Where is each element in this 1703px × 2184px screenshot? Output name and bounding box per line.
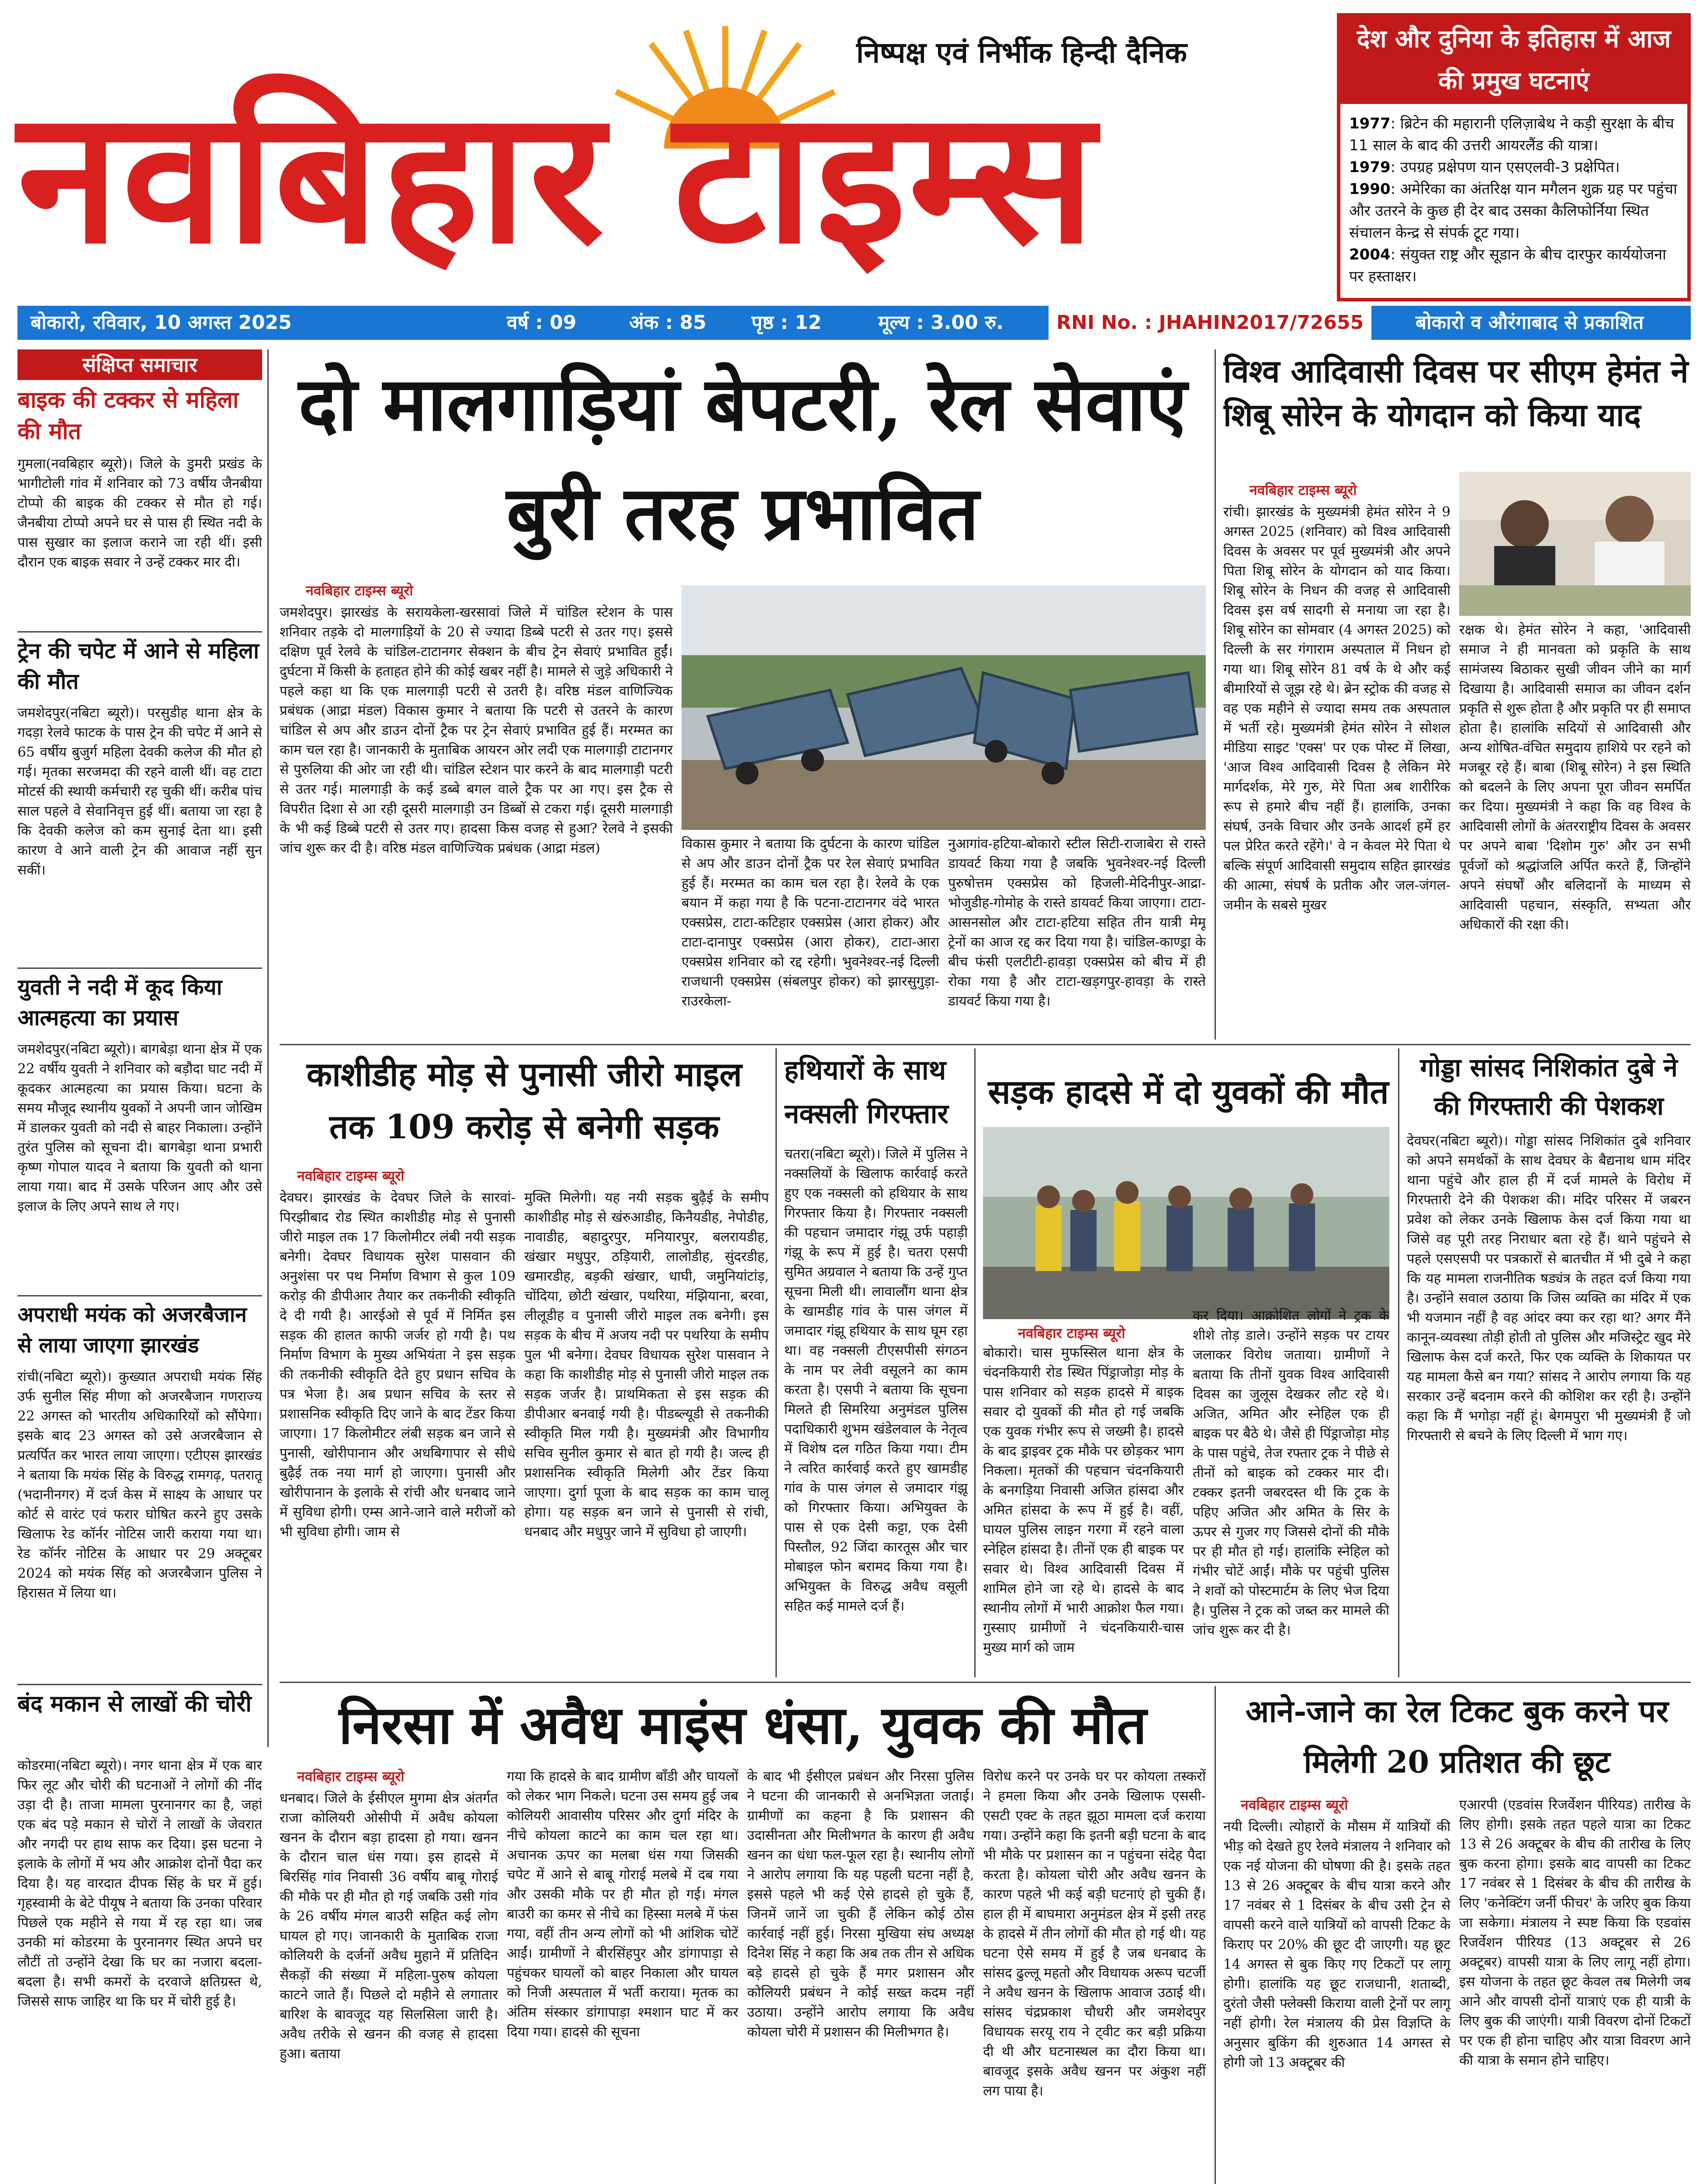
nirsa-headline: निरसा में अवैध माइंस धंसा, युवक की मौत	[339, 1694, 1147, 1756]
brief-1-body: गुमला(नवबिहार ब्यूरो)। जिले के डुमरी प्रखंड के भागीटोली गांव में शनिवार को 73 वर्षीय जैनबीया टोप्पो की बाइक की टक्कर से मौत हो गई। जैनबीया टोप्पो अपने घर से पास ही स्थित नदी के पास सुखार का इलाज कराने जा रही थीं। इसी दौरान एक बाइक सवार ने उन्हें टक्कर मार दी।	[17, 456, 262, 570]
accident-photo	[983, 1127, 1389, 1319]
masthead-logo: नवबिहार टाइम्स	[17, 69, 1098, 284]
brief-3-headline: युवती ने नदी में कूद किया आत्महत्या का प्रयास	[17, 974, 222, 1030]
rni-number: RNI No. : JHAHIN2017/72655	[1049, 306, 1371, 340]
nirsa-body: धनबाद। जिले के ईसीएल मुगमा क्षेत्र अंतर्गत राजा कोलियरी ओसीपी में अवैध कोयला खनन के दौरान बड़ा हादसा हो गया। खनन के दौरान चाल धंस गया। इस हादसे में बिरसिंह गांव निवासी 36 वर्षीय बाबू गोराई की मौके पर ही मौत हो गई जबकि उसी गांव के 26 वर्षीय मंगल बाउरी सहित कई लोग घायल हो गए। जानकारी के मुताबिक राजा कोलियरी के दर्जनों अवैध मुहाने में प्रतिदिन सैकड़ों की संख्या में महिला-पुरुष कोयला काटने जाते हैं। पिछले दो महीने से लगातार बारिश के बावजूद यह सिलसिला जारी है। अवैध तरीके से खनन की वजह से हादसा हुआ। बताया	[280, 1790, 498, 2062]
cm-photo	[1459, 472, 1691, 616]
lead-byline: नवबिहार टाइम्स ब्यूरो	[306, 582, 413, 599]
train-byline: नवबिहार टाइम्स ब्यूरो	[1241, 1797, 1348, 1813]
brief-4-headline: अपराधी मयंक को अजरबैजान से लाया जाएगा झारखंड	[17, 1303, 247, 1358]
history-item: 2004: संयुक्त राष्ट्र और सूडान के बीच दारफुर कार्ययोजना पर हस्ताक्षर।	[1349, 246, 1666, 285]
brief-news-title: संक्षिप्त समाचार	[17, 349, 262, 380]
brief-2-body: जमशेदपुर(नबिटा ब्यूरो)। परसुडीह थाना क्षेत्र के गदड़ा रेलवे फाटक के पास ट्रेन की चपेट में आने से 65 वर्षीय बुजुर्ग महिला देवकी कलेज की मौत हो गई। मृतका सरजमदा की रहने वाली थीं। वह टाटा मोटर्स की स्थायी कर्मचारी रह चुकी थीं। करीब पांच साल पहले वे सेवानिवृत्त हुई थीं। बताया जा रहा है कि देवकी कलेज को कम सुनाई देता था। इसी कारण वे आने वाली ट्रेन की आवाज नहीं सुन सकीं।	[17, 705, 262, 878]
hemant-headline: विश्व आदिवासी दिवस पर सीएम हेमंत ने शिबू सोरेन के योगदान को किया याद	[1223, 352, 1689, 433]
place-date: बोकारो, रविवार, 10 अगस्त 2025	[31, 311, 292, 334]
brief-3-body: जमशेदपुर(नबिटा ब्यूरो)। बागबेड़ा थाना क्षेत्र में एक 22 वर्षीय युवती ने शनिवार को बड़ौदा घाट नदी में कूदकर आत्महत्या का प्रयास किया। घटना के समय मौजूद स्थानीय युवकों ने अपनी जान जोखिम में डालकर युवती को नदी से बाहर निकाला। उन्होंने तुरंत पुलिस को सूचना दी। बागबेड़ा थाना प्रभारी कृष्ण गोपाल यादव ने बताया कि युवती को थाना लाया गया। बाद में उसके परिजन आए और उसे इलाज के लिए अपने साथ ले गए।	[17, 1041, 262, 1214]
road-body: देवघर। झारखंड के देवघर जिले के सारवां-पिरझीबाद रोड स्थित काशीडीह मोड़ से पुनासी जीरो माइल तक 17 किलोमीटर लंबी नयी सड़क बनेगी। देवघर विधायक सुरेश पासवान की अनुशंसा पर पथ निर्माण विभाग से कुल 109 करोड़ की डीपीआर तैयार कर तकनीकी स्वीकृति दे दी गयी है। आरईओ से पूर्व में निर्मित इस सड़क की हालत काफी जर्जर हो गयी है। पथ निर्माण विभाग के मुख्य अभियंता ने इस सड़क की तकनीकी स्वीकृति देते हुए प्रधान सचिव के पत्र भेजा है। अब प्रधान सचिव के स्तर से प्रशासनिक स्वीकृति दिए जाने के बाद टेंडर किया जाएगा। 17 किलोमीटर लंबी सड़क बन जाने से पुनासी, खोरीपानान और अधबिगापार से सीधे बुढ़ैई तक नया मार्ग हो जाएगा। पुनासी और खोरीपानान के इलाके से रांची और धनबाद जाने में सुविधा होगी। एम्स आने-जाने वाले मरीजों को भी सुविधा होगी। जाम से	[280, 1190, 516, 1540]
accident-headline: सड़क हादसे में दो युवकों की मौत	[988, 1072, 1389, 1111]
train-body: नयी दिल्ली। त्योहारों के मौसम में यात्रियों की भीड़ को देखते हुए रेलवे मंत्रालय ने शनिवार को एक नई योजना की घोषणा की है। इसके तहत 13 से 26 अक्टूबर के बीच यात्रा करने और 17 नवंबर से 1 दिसंबर के बीच उसी ट्रेन से वापसी करने वाले यात्रियों को वापसी टिकट के किराए पर 20% की छूट दी जाएगी। यह छूट 14 अगस्त से बुक किए गए टिकटों पर लागू होगी। हालांकि यह छूट राजधानी, शताब्दी, दुरंतो जैसी फ्लेक्सी किराया वाली ट्रेनों पर लागू नहीं होगी। रेल मंत्रालय की प्रेस विज्ञप्ति के अनुसार बुकिंग की शुरुआत 14 अगस्त से होगी जो 13 अक्टूबर की	[1223, 1819, 1450, 2070]
lead-body-2: विकास कुमार ने बताया कि दुर्घटना के कारण चांडिल से अप और डाउन दोनों ट्रैक पर रेल सेवाएं प्रभावित हुई हैं। मरम्मत का काम चल रहा है। रेलवे के एक बयान में कहा गया है कि पटना-टाटानगर वंदे भारत एक्सप्रेस, टाटा-कटिहार एक्सप्रेस (आरा होकर) और टाटा-दानापुर एक्सप्रेस (आरा होकर), टाटा-आरा एक्सप्रेस शनिवार को रद्द रहेगी। भुवनेश्वर-नई दिल्ली राजधानी एक्सप्रेस (संबलपुर होकर) को झारसुगुड़ा-राउरकेला-	[682, 836, 939, 1009]
nirsa-body-2: गया कि हादसे के बाद ग्रामीण बाँडी और घायलों को लेकर भाग निकले। घटना उस समय हुई जब कोलियरी आवासीय परिसर और दुर्गा मंदिर के नीचे कोयला काटने का काम चल रहा था। अचानक ऊपर का मलबा धंस गया जिसकी चपेट में आने से बाबू गोराई मलबे में दब गया और उसकी मौके पर ही मौत हो गई। मंगल बाउरी का कमर से नीचे का हिस्सा मलबे में फंस गया, वहीं तीन अन्य लोगों को भी आंशिक चोटें आईं। ग्रामीणों ने बीरसिंहपुर और डांगापाड़ा से पहुंचकर घायलों को बाहर निकाला और घायल को निजी अस्पताल में भर्ती कराया। मृतक का अंतिम संस्कार डांगापाड़ा श्मशान घाट में कर दिया गया। हादसे की सूचना	[507, 1769, 738, 2040]
train-body-2: एआरपी (एडवांस रिजर्वेशन पीरियड) तारीख के लिए होगी। इसके तहत पहले यात्रा का टिकट 13 से 26 अक्टूबर के बीच की तारीख के लिए बुक करना होगा। इसके बाद वापसी का टिकट 17 नवंबर से 1 दिसंबर के बीच की तारीख के लिए 'कनेक्टिंग जर्नी फीचर' के जरिए बुक किया जा सकेगा। मंत्रालय ने स्पष्ट किया कि एडवांस रिजर्वेशन पीरियड (13 अक्टूबर से 26 अक्टूबर) वापसी यात्रा के लिए लागू नहीं होगा। इस योजना के तहत छूट केवल तब मिलेगी जब आने और वापसी दोनों यात्राएं एक ही यात्री के लिए बुक की जाएंगी। यात्री विवरण दोनों टिकटों पर एक ही होना चाहिए और यात्रा विवरण आने की यात्रा के समान होने चाहिए।	[1459, 1797, 1691, 2068]
lead-body: जमशेदपुर। झारखंड के सरायकेला-खरसावां जिले में चांडिल स्टेशन के पास शनिवार तड़के दो मालगाड़ियों के 20 से ज्यादा डिब्बे पटरी से उतर गए। इससे दक्षिण पूर्व रेलवे के चांडिल-टाटानगर सेक्शन के बीच ट्रेन सेवाएं प्रभावित हुईं। दुर्घटना में किसी के हताहत होने की कोई खबर नहीं है। मामले से जुड़े अधिकारी ने पहले कहा था कि एक मालगाड़ी पटरी से उतरी है। वरिष्ठ मंडल वाणिज्यिक प्रबंधक (आद्रा मंडल) विकास कुमार ने बताया कि पटरी से उतरने के कारण चांडिल से अप और डाउन दोनों ट्रैक पर ट्रेन सेवाएं प्रभावित हुई हैं। मरम्मत का काम चल रहा है। जानकारी के मुताबिक आयरन ओर लदी एक मालगाड़ी टाटानगर से पुरुलिया की ओर जा रही थी। चांडिल स्टेशन पार करने के बाद मालगाड़ी पटरी से उतर गई। मालगाड़ी के कई डब्बे बगल वाले ट्रैक पर आ गए। इस ट्रैक से विपरीत दिशा से आ रही दूसरी मालगाड़ी उन डिब्बों से टकरा गई। दूसरी मालगाड़ी के भी कई डिब्बे पटरी से उतर गए। हादसा किस वजह से हुआ? रेलवे ने इसकी जांच शुरू कर दी है। वरिष्ठ मंडल वाणिज्यिक प्रबंधक (आद्रा मंडल)	[280, 605, 673, 856]
nirsa-byline: नवबिहार टाइम्स ब्यूरो	[297, 1768, 405, 1785]
road-headline: काशीडीह मोड़ से पुनासी जीरो माइल तक 109 करोड़ से बनेगी सड़क	[306, 1055, 742, 1146]
derailment-photo	[682, 585, 1206, 830]
history-box	[1337, 13, 1691, 301]
accident-body: बोकारो। चास मुफस्सिल थाना क्षेत्र के चंदनकियारी रोड स्थित पिंड्राजोड़ा मोड़ के पास शनिवार को सड़क हादसे में बाइक सवार दो युवकों की मौत हो गई जबकि एक युवक गंभीर रूप से जख्मी है। हादसे के बाद ड्राइवर ट्रक मौके पर छोड़कर भाग निकला। मृतकों की पहचान चंदनकियारी के बनगड़िया निवासी अजित हांसदा और अमित हांसदा के रूप में हुई है। वहीं, घायल पुलिस लाइन गरगा में रहने वाला स्नेहिल हांसदा है। तीनों एक ही बाइक पर सवार थे। विश्व आदिवासी दिवस में शामिल होने जा रहे थे। हादसे के बाद स्थानीय लोगों में भारी आक्रोश फैल गया। गुस्साए ग्रामीणों ने चंदनकियारी-चास मुख्य मार्ग को जाम	[983, 1345, 1184, 1655]
volume-year: वर्ष : 09	[507, 311, 577, 334]
accident-body-2: कर दिया। आक्रोशित लोगों ने ट्रक के शीशे तोड़ डाले। उन्होंने सड़क पर टायर जलाकर विरोध जताया। ग्रामीणों ने बताया कि तीनों युवक विश्व आदिवासी दिवस का जुलूस देखकर लौट रहे थे। अजित, अमित और स्नेहिल एक ही बाइक पर बैठे थे। जैसे ही पिंड्राजोड़ा मोड़ के पास पहुंचे, तेज रफ्तार ट्रक ने पीछे से तीनों को बाइक को टक्कर मार दी। टक्कर इतनी जबरदस्त थी कि ट्रक के पहिए अजित और अमित के सिर के ऊपर से गुजर गए जिससे दोनों की मौके पर ही मौत हो गई। हालांकि स्नेहिल को गंभीर चोटें आईं। मौके पर पहुंची पुलिस ने शवों को पोस्टमार्टम के लिए भेज दिया है। पुलिस ने ट्रक को जब्त कर मामले की जांच शुरू कर दी है।	[1193, 1308, 1389, 1638]
brief-5-headline: बंद मकान से लाखों की चोरी	[17, 1690, 252, 1717]
masthead-tagline: निष्पक्ष एवं निर्भीक हिन्दी दैनिक	[856, 35, 1187, 69]
info-bar	[17, 306, 1691, 340]
accident-byline: नवबिहार टाइम्स ब्यूरो	[1018, 1325, 1125, 1341]
road-body-2: मुक्ति मिलेगी। यह नयी सड़क बुढ़ैई के समीप काशीडीह मोड़ से खंरुआडीह, किनैयडीह, नेपोडीह, नावाडीह, बहादुरपुर, मनियारपुर, बलरायडीह, खंखार मधुपुर, ठड़ियारी, लालोडीह, सुंदरडीह, खमारडीह, बड़की खंखार, धाघी, जमुनियांटांड़, चोंदिया, छोटी खंखार, पथरिया, मंझियाना, बरवा, लीलूडीह व पुनासी जीरो माइल तक बनेगी। इस सड़क के बीच में अजय नदी पर पथरिया के समीप पुल भी बनेगा। देवघर विधायक सुरेश पासवान ने कहा कि काशीडीह मोड़ से पुनासी जीरो माइल तक सड़क जर्जर है। प्राथमिकता से इस सड़क की डीपीआर बनवाई गयी है। पीडब्ल्यूडी से तकनीकी स्वीकृति मिल गयी है। मुख्यमंत्री और विभागीय सचिव सुनील कुमार से बात हो गयी है। जल्द ही प्रशासनिक स्वीकृति मिलेगी और टेंडर किया जाएगा। दुर्गा पूजा के बाद सड़क का काम चालू होगा। यह सड़क बन जाने से पुनासी से रांची, धनबाद और मधुपुर जाने में सुविधा हो जाएगी।	[524, 1190, 769, 1540]
page-count: पृष्ठ : 12	[751, 311, 822, 334]
edition-info: बोकारो व औरंगाबाद से प्रकाशित	[1416, 311, 1644, 334]
brief-2-headline: ट्रेन की चपेट में आने से महिला की मौत	[17, 638, 259, 694]
history-title: देश और दुनिया के इतिहास में आज की प्रमुख घटनाएं	[1340, 17, 1687, 104]
history-list	[1349, 113, 1680, 294]
lead-headline: दो मालगाड़ियां बेपटरी, रेल सेवाएं बुरी तरह प्रभावित	[298, 360, 1187, 557]
brief-4-body: रांची(नबिटा ब्यूरो)। कुख्यात अपराधी मयंक सिंह उर्फ सुनील सिंह मीणा को अजरबैजान गणराज्य 22 अगस्त को भारतीय अधिकारियों को सौंपेगा। इसके बाद 23 अगस्त को उसे अजरबैजान से प्रत्यर्पित कर भारत लाया जाएगा। एटीएस झारखंड ने बताया कि मयंक सिंह के विरुद्ध रामगढ़, पतरातू (भदानीनगर) में दर्ज केस में साक्ष्य के आधार पर कोर्ट से वारंट एवं फरार घोषित करने हुए उसके खिलाफ रेड कॉर्नर नोटिस जारी कराया गया था। रेड कॉर्नर नोटिस के आधार पर 29 अक्टूबर 2024 को मयंक सिंह को अजरबैजान पुलिस ने हिरासत में लिया था।	[17, 1369, 262, 1601]
history-item: 1990: अमेरिका का अंतरिक्ष यान मगैलन शुक्र ग्रह पर पहुंचा और उतरने के कुछ ही देर बाद उसका कैलिफोर्निया स्थित संचालन केन्द्र से संपर्क टूट गया।	[1349, 180, 1677, 242]
brief-5-body: कोडरमा(नबिटा ब्यूरो)। नगर थाना क्षेत्र में एक बार फिर लूट और चोरी की घटनाओं ने लोगों की नींद उड़ा दी है। ताजा मामला पुरनानगर का है, जहां एक बंद पड़े मकान से चोरों ने लाखों के जेवरात और नगदी पर हाथ साफ कर दिया। इस घटना ने इलाके के लोगों में भय और आक्रोश दोनों पैदा कर दिया है। यह वारदात दीपक सिंह के घर में हुई। गृहस्वामी के बेटे पीयूष ने बताया कि उनका परिवार पिछले एक महीने से गया में रह रहा था। जब उनकी मां कोडरमा के पुरनानगर स्थित अपने घर लौटीं तो उन्होंने देखा कि घर का नजारा बदला-बदला है। सभी कमरों के दरवाजे क्षतिग्रस्त थे, जिससे साफ जाहिर था कि घर में चोरी हुई है।	[17, 1758, 262, 2009]
lead-body-3: नुआगांव-हटिया-बोकारो स्टील सिटी-राजाबेरा से रास्ते डायवर्ट किया गया है जबकि भुवनेश्वर-नई दिल्ली पुरुषोत्तम एक्सप्रेस को हिजली-मेदिनीपुर-आद्रा-भोजुडीह-गोमोह के रास्ते डायवर्ट किया जाएगा। टाटा-आसनसोल और टाटा-हटिया सहित तीन यात्री मेमू ट्रेनों का आज रद्द कर दिया गया है। चांडिल-काण्ड्रा के बीच फंसी एलटीटी-हावड़ा एक्सप्रेस को बीच में ही रोका गया है और टाटा-खड़गपुर-हावड़ा के रास्ते डायवर्ट किया गया है।	[948, 836, 1206, 1009]
mp-headline: गोड्डा सांसद निशिकांत दुबे ने की गिरफ्तारी की पेशकश	[1420, 1053, 1678, 1121]
nirsa-body-4: विरोध करने पर उनके घर पर कोयला तस्करों ने हमला किया और उनके खिलाफ एससी-एसटी एक्ट के तहत झूठा मामला दर्ज कराया गया। उन्होंने कहा कि इतनी बड़ी घटना के बाद भी मौके पर प्रशासन का न पहुंचना संदेह पैदा करता है। कोयला चोरी और अवैध खनन के कारण पहले भी कई बड़ी घटनाएं हो चुकी हैं। हाल ही में बाघमारा अनुमंडल क्षेत्र में इसी तरह के हादसे में तीन लोगों की मौत हो गई थी। यह घटना ऐसे समय में हुई है जब धनबाद के सांसद ढुल्लू महतो और विधायक अरूप चटर्जी ने अवैध खनन के खिलाफ आवाज उठाई थी। सांसद चंद्रप्रकाश चौधरी और जमशेदपुर विधायक सरयू राय ने ट्वीट कर बड़ी प्रक्रिया दी थी और घटनास्थल का दौरा किया था। बावजूद इसके अवैध खनन पर अंकुश नहीं लग पाया है।	[983, 1769, 1206, 2099]
history-item: 1977: ब्रिटेन की महारानी एलिज़ाबेथ ने कड़ी सुरक्षा के बीच 11 साल के बाद की उत्तरी आयरलैंड की यात्रा।	[1349, 115, 1674, 154]
arms-headline: हथियारों के साथ नक्सली गिरफ्तार	[784, 1054, 948, 1130]
hemant-body-2: रक्षक थे। हेमंत सोरेन ने कहा, 'आदिवासी समाज ने ही मानवता को प्रकृति के साथ सामंजस्य बिठाकर सुखी जीवन जीने का मार्ग दिखाया है। आदिवासी समाज का जीवन दर्शन प्रकृति से शुरू होता है और प्रकृति पर ही समाप्त होता है। हालांकि सदियों से आदिवासी और अन्य शोषित-वंचित समुदाय हाशिये पर रहने को मजबूर रहे हैं। बाबा (शिबू सोरेन) ने इस स्थिति को बदलने के लिए अपना पूरा जीवन समर्पित कर दिया। मुख्यमंत्री ने कहा कि वह विश्व के आदिवासी लोगों के अंतरराष्ट्रीय दिवस के अवसर पर अपने बाबा 'दिशोम गुरु' और उन सभी पूर्वजों को श्रद्धांजलि अर्पित करते हैं, जिन्होंने अपने संघर्षों और बलिदानों के माध्यम से आदिवासी पहचान, संस्कृति, सभ्यता और अधिकारों की रक्षा की।	[1459, 622, 1691, 933]
issue-number: अंक : 85	[629, 311, 706, 334]
train-headline: आने-जाने का रेल टिकट बुक करने पर मिलेगी 20 प्रतिशत की छूट	[1245, 1693, 1669, 1780]
hemant-body: रांची। झारखंड के मुख्यमंत्री हेमंत सोरेन ने 9 अगस्त 2025 (शनिवार) को विश्व आदिवासी दिवस के अवसर पर पूर्व मुख्यमंत्री और अपने पिता शिबू सोरेन के योगदान को याद किया। शिबू सोरेन के निधन की वजह से आदिवासी दिवस इस वर्ष सादगी से मनाया जा रहा है। शिबू सोरेन का सोमवार (4 अगस्त 2025) को दिल्ली के सर गंगाराम अस्पताल में निधन हो गया था। शिबू सोरेन 81 वर्ष के थे और कई बीमारियों से जूझ रहे थे। ब्रेन स्ट्रोक की वजह से वह एक महीने से ज्यादा समय तक अस्पताल में भर्ती रहे। मुख्यमंत्री हेमंत सोरेन ने सोशल मीडिया साइट 'एक्स' पर एक पोस्ट में लिखा, 'आज विश्व आदिवासी दिवस है लेकिन मेरे मार्गदर्शक, मेरे गुरु, मेरे पिता अब शारीरिक रूप से हमारे बीच नहीं हैं। हालांकि, उनका संघर्ष, उनके विचार और उनके आदर्श हमें हर पल प्रेरित करते रहेंगे।' वे न केवल मेरे पिता थे बल्कि संपूर्ण आदिवासी समुदाय सहित झारखंड की आत्मा, संघर्ष के प्रतीक और जल-जंगल-जमीन के सबसे मुखर	[1223, 504, 1450, 913]
nirsa-body-3: के बाद भी ईसीएल प्रबंधन और निरसा पुलिस ने घटना की जानकारी से अनभिज्ञता जताई। ग्रामीणों का कहना है कि प्रशासन की उदासीनता और मिलीभगत के कारण ही अवैध खनन का धंधा फल-फूल रहा है। स्थानीय लोगों ने आरोप लगाया कि यह पहली घटना नहीं है, इससे पहले भी कई ऐसे हादसे हो चुके हैं, जिनमें जानें जा चुकी हैं लेकिन कोई ठोस कार्रवाई नहीं हुई। निरसा मुखिया संघ अध्यक्ष दिनेश सिंह ने कहा कि अब तक तीन से अधिक बड़े हादसे हो चुके हैं मगर प्रशासन और कोलियरी प्रबंधन ने कोई सख्त कदम नहीं उठाया। उन्होंने आरोप लगाया कि अवैध कोयला चोरी में प्रशासन की मिलीभगत है।	[747, 1769, 974, 2040]
mp-body: देवघर(नबिटा ब्यूरो)। गोड्डा सांसद निशिकांत दुबे शनिवार को अपने समर्थकों के साथ देवघर के बैद्यनाथ धाम मंदिर थाना पहुंचे और हाल ही में दर्ज मामले के विरोध में गिरफ्तारी देने की पेशकश की। मंदिर परिसर में जबरन प्रवेश को लेकर उनके खिलाफ केस दर्ज किया गया था जिसे वह पूरी तरह निराधार बता रहे हैं। थाने पहुंचने से पहले एसएसपी पर पत्रकारों से बातचीत में भी दुबे ने कहा कि यह मामला राजनीतिक षड्यंत्र के तहत दर्ज किया गया है। उन्होंने सवाल उठाया कि जिस व्यक्ति का मंदिर में एक भी यजमान नहीं है वह आंदर क्या कर रहा था? अगर मैंने कानून-व्यवस्था तोड़ी होती तो पुलिस और मजिस्ट्रेट खुद मेरे खिलाफ केस दर्ज करते, फिर एक व्यक्ति के शिकायत पर यह मामला कैसे बन गया? सांसद ने आरोप लगाया कि यह सरकार उन्हें बदनाम करने की कोशिश कर रही है। उन्होंने कहा कि मैं भगोड़ा नहीं हूं। बेगमपुरा भी मुख्यमंत्री हैं जो गिरफ्तारी से बचने के लिए दिल्ली में भाग गए।	[1407, 1133, 1691, 1444]
brief-1-headline: बाइक की टक्कर से महिला की मौत	[17, 387, 239, 445]
arms-body: चतरा(नबिटा ब्यूरो)। जिले में पुलिस ने नक्सलियों के खिलाफ कार्रवाई करते हुए एक नक्सली को हथियार के साथ गिरफ्तार किया है। गिरफ्तार नक्सली की पहचान जमादार गंझू उर्फ पहाड़ी गंझू के रूप में हुई है। चतरा एसपी सुमित अग्रवाल ने बताया कि उन्हें गुप्त सूचना मिली थी। लावालौंग थाना क्षेत्र के खामडीह गांव के पास जंगल में जमादार गंझू हथियार के साथ घूम रहा था। वह नक्सली टीएसपीसी संगठन के नाम पर लेवी वसूलने का काम करता है। एसपी ने बताया कि सूचना मिलते ही सिमरिया अनुमंडल पुलिस पदाधिकारी शुभम खंडेलवाल के नेतृत्व में विशेष दल गठित किया गया। टीम ने त्वरित कार्रवाई करते हुए खामडीह गांव के पास जंगल से जमादार गंझू को गिरफ्तार किया। अभियुक्त के पास से एक देसी कट्टा, एक देसी पिस्तौल, 92 जिंदा कारतूस और चार मोबाइल फोन बरामद किया गया है। अभियुक्त के विरुद्ध अवैध वसूली सहित कई मामले दर्ज हैं।	[784, 1146, 968, 1614]
price: मूल्य : 3.00 रु.	[878, 311, 1004, 334]
history-item: 1979: उपग्रह प्रक्षेपण यान एसएलवी-3 प्रक्षेपित।	[1349, 159, 1620, 176]
road-byline: नवबिहार टाइम्स ब्यूरो	[297, 1168, 405, 1184]
hemant-byline: नवबिहार टाइम्स ब्यूरो	[1250, 482, 1357, 498]
